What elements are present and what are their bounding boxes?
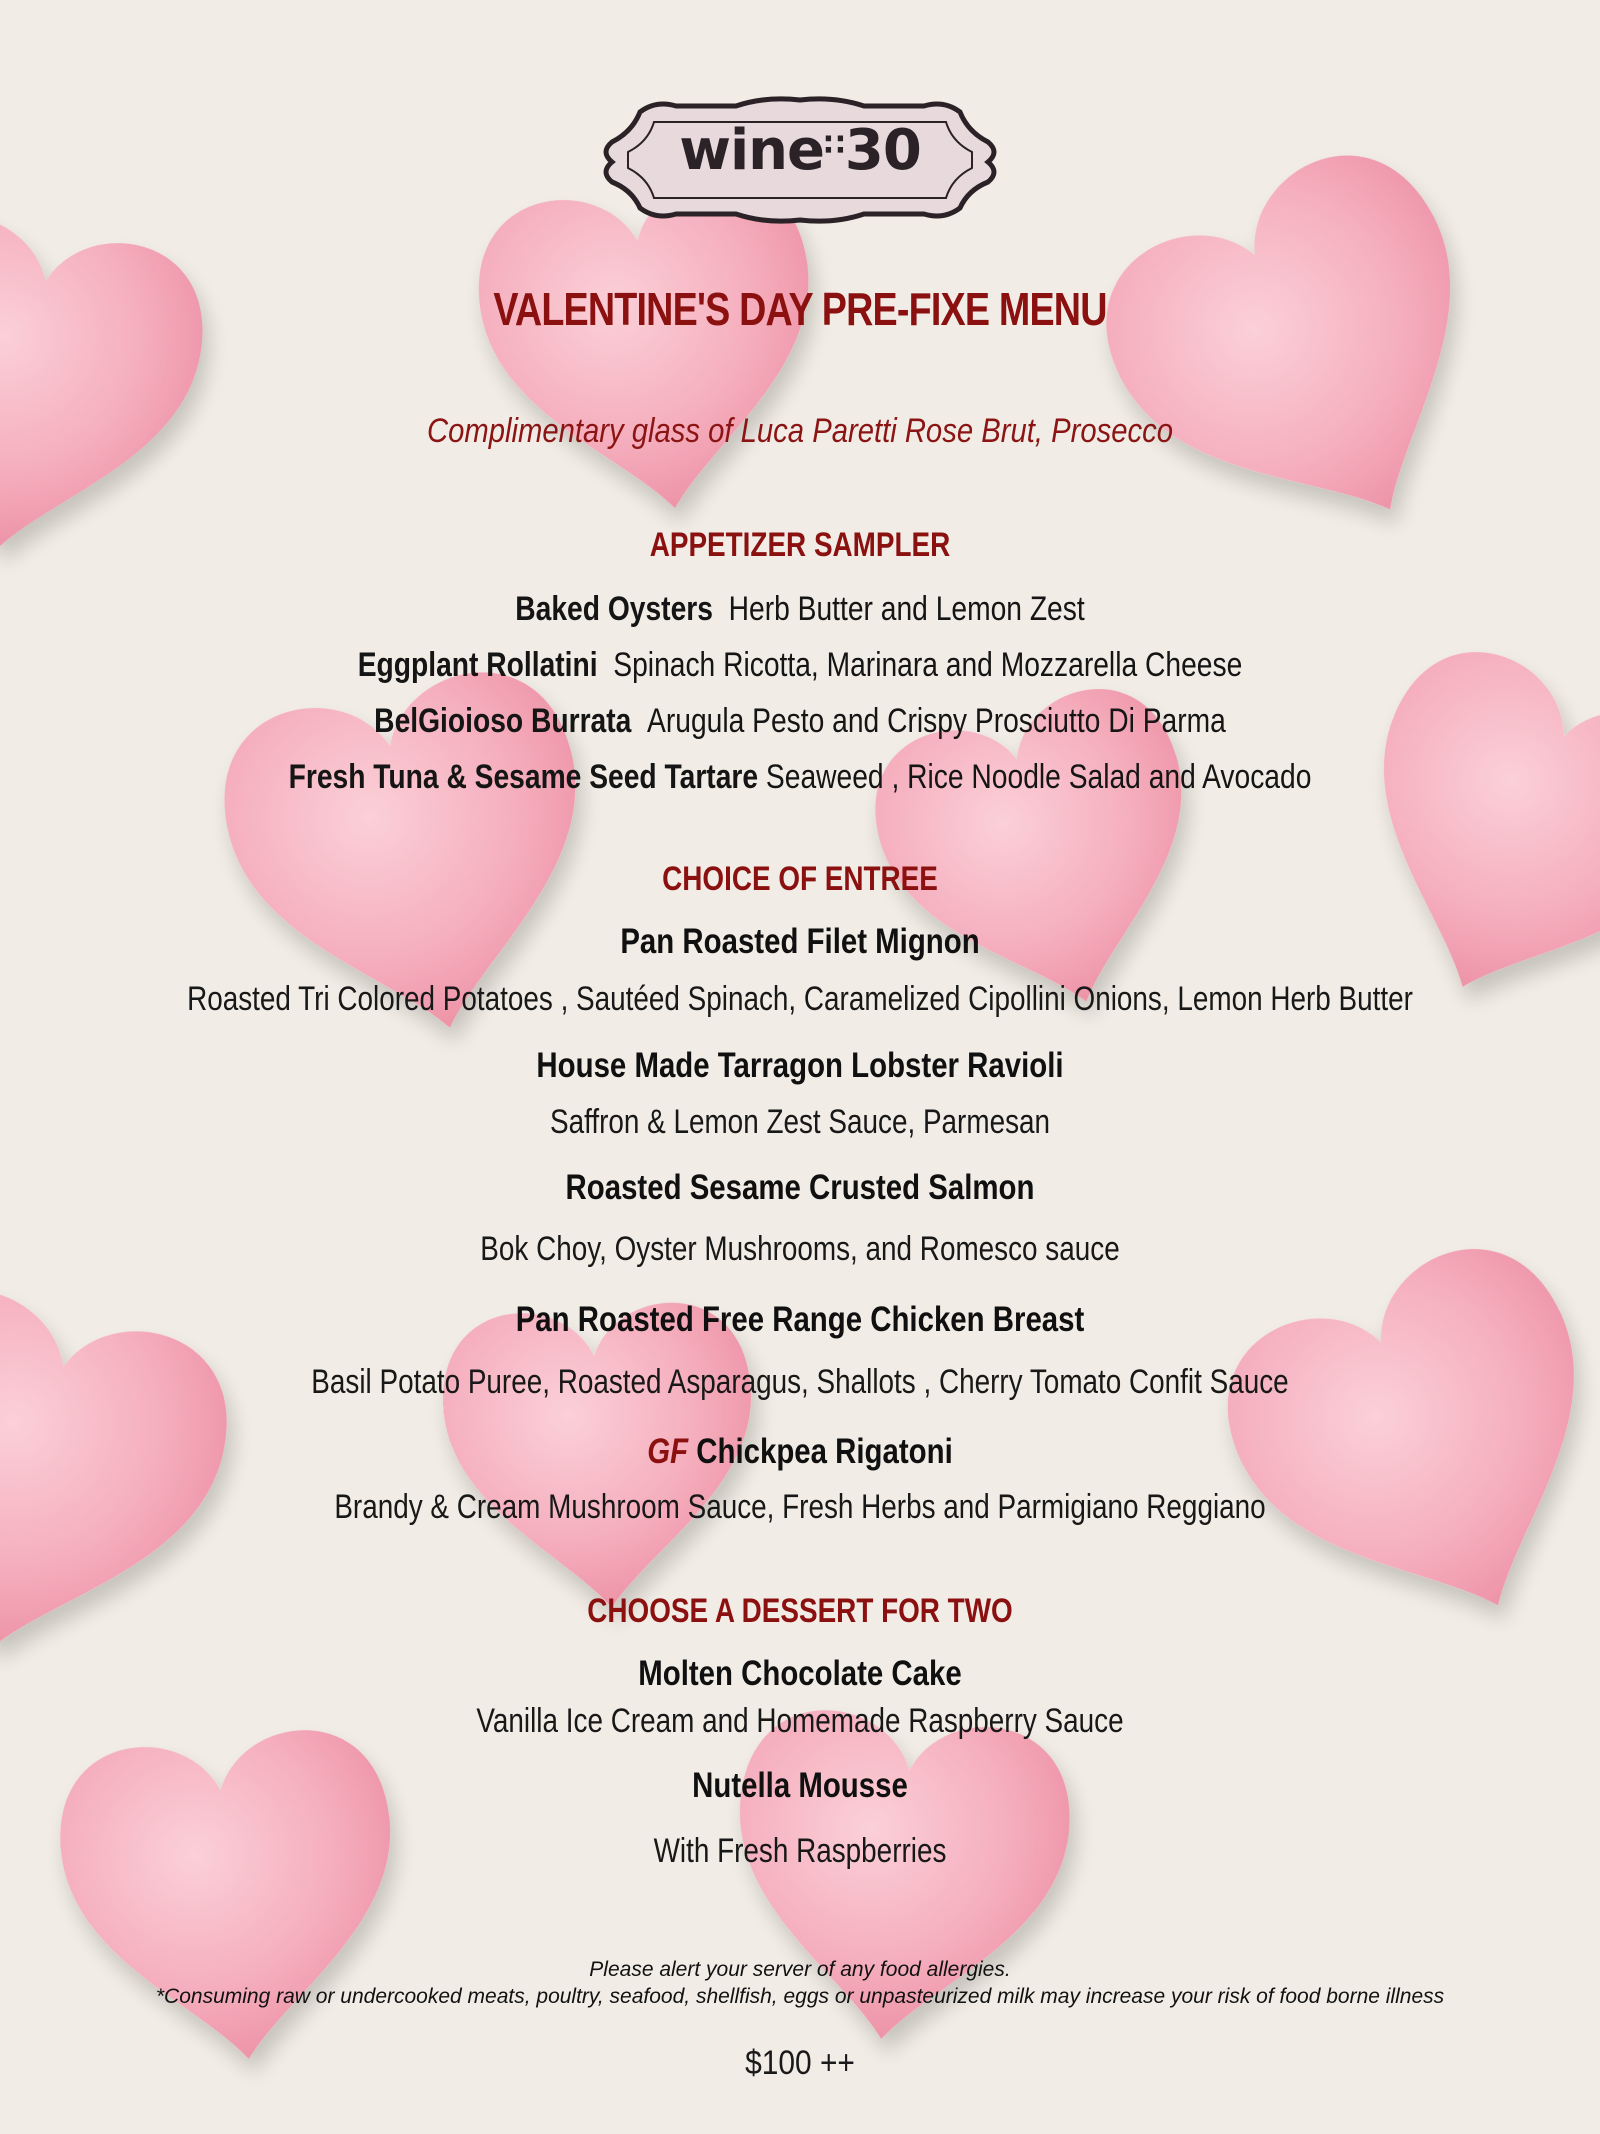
- appetizer-item: [136, 646, 1464, 685]
- appetizer-desc: Spinach Ricotta, Marinara and Mozzarella Cheese: [613, 646, 1243, 684]
- appetizer-item: [136, 702, 1464, 741]
- entree-name: Chickpea Rigatoni: [696, 1432, 953, 1471]
- entree-item-gf: [128, 1432, 1472, 1472]
- gluten-free-tag: GF: [647, 1432, 689, 1471]
- appetizer-name: Fresh Tuna & Sesame Seed Tartare: [288, 758, 759, 796]
- appetizer-item: [136, 758, 1464, 797]
- entree-desc: Bok Choy, Oyster Mushrooms, and Romesco sauce: [480, 1230, 1120, 1268]
- complimentary-note: Complimentary glass of Luca Paretti Rose Brut, Prosecco: [427, 412, 1173, 450]
- entree-heading: CHOICE OF ENTREE: [662, 860, 938, 898]
- logo-colon-icon: ∷: [823, 128, 845, 163]
- appetizer-desc: Herb Butter and Lemon Zest: [728, 590, 1085, 628]
- logo-wordmark: [0, 118, 1600, 183]
- appetizer-item: [136, 590, 1464, 629]
- allergy-note: Please alert your server of any food allergies.: [589, 1958, 1011, 1981]
- dessert-desc: Vanilla Ice Cream and Homemade Raspberry Sauce: [476, 1702, 1124, 1740]
- price: $100 ++: [745, 2044, 855, 2082]
- appetizer-name: Eggplant Rollatini: [357, 646, 598, 684]
- dessert-name: Molten Chocolate Cake: [638, 1654, 962, 1693]
- menu-title: VALENTINE'S DAY PRE-FIXE MENU: [493, 283, 1107, 335]
- dessert-heading: CHOOSE A DESSERT FOR TWO: [587, 1592, 1013, 1630]
- appetizer-desc: Seaweed , Rice Noodle Salad and Avocado: [765, 758, 1312, 796]
- logo-brand: wine: [679, 118, 824, 183]
- dessert-desc: With Fresh Raspberries: [653, 1832, 947, 1870]
- entree-name: Roasted Sesame Crusted Salmon: [565, 1168, 1035, 1207]
- entree-desc: Brandy & Cream Mushroom Sauce, Fresh Herbs and Parmigiano Reggiano: [334, 1488, 1266, 1526]
- entree-desc: Saffron & Lemon Zest Sauce, Parmesan: [549, 1103, 1051, 1141]
- dessert-name: Nutella Mousse: [692, 1766, 908, 1805]
- appetizer-name: Baked Oysters: [515, 590, 713, 628]
- appetizer-heading: APPETIZER SAMPLER: [649, 526, 951, 564]
- entree-desc: Basil Potato Puree, Roasted Asparagus, Shallots , Cherry Tomato Confit Sauce: [311, 1363, 1289, 1401]
- entree-name: House Made Tarragon Lobster Ravioli: [536, 1046, 1064, 1085]
- entree-name: Pan Roasted Free Range Chicken Breast: [515, 1300, 1085, 1339]
- appetizer-name: BelGioioso Burrata: [374, 702, 632, 740]
- logo-suffix: 30: [844, 118, 921, 183]
- entree-desc: Roasted Tri Colored Potatoes , Sautéed Spinach, Caramelized Cipollini Onions, Lemon Herb Butter: [187, 980, 1413, 1018]
- entree-name: Pan Roasted Filet Mignon: [620, 922, 980, 961]
- appetizer-desc: Arugula Pesto and Crispy Prosciutto Di Parma: [647, 702, 1226, 740]
- consumption-warning: *Consuming raw or undercooked meats, poultry, seafood, shellfish, eggs or unpasteurized milk may increase your risk of food borne illness: [155, 1985, 1445, 2008]
